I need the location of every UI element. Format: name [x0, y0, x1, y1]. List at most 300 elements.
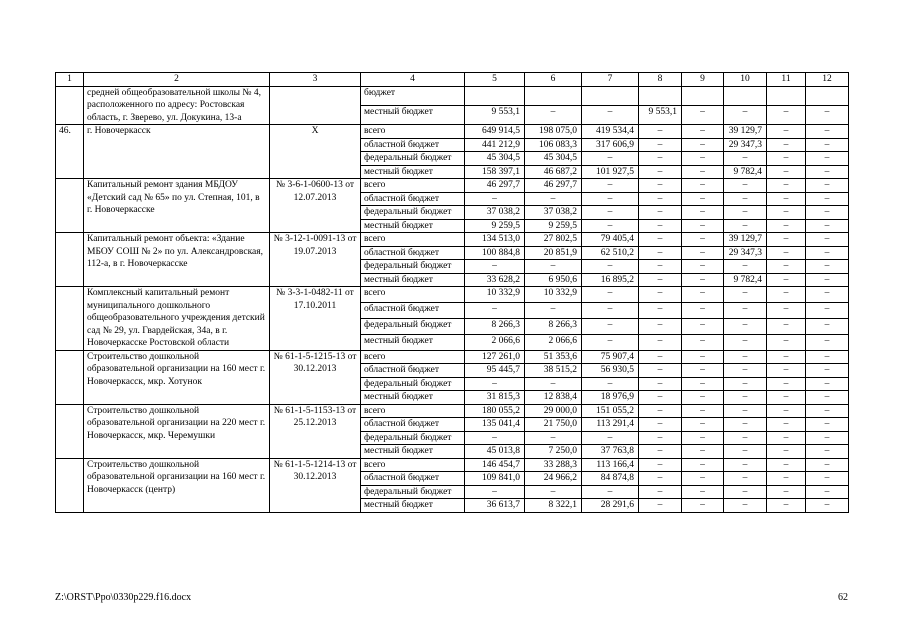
amount-cell: 2 066,6 — [525, 334, 582, 350]
column-header: 11 — [767, 73, 806, 87]
amount-cell: – — [806, 152, 849, 166]
amount-cell: – — [724, 472, 767, 486]
amount-cell: – — [806, 125, 849, 139]
amount-cell: – — [639, 318, 682, 334]
amount-cell: – — [767, 233, 806, 247]
amount-cell: – — [682, 179, 724, 193]
amount-cell: – — [682, 273, 724, 287]
amount-cell: – — [724, 445, 767, 459]
amount-cell: – — [806, 350, 849, 364]
amount-cell: – — [465, 302, 525, 318]
amount-cell: – — [767, 377, 806, 391]
amount-cell: – — [724, 260, 767, 274]
amount-cell: 16 895,2 — [582, 273, 639, 287]
amount-cell — [525, 86, 582, 105]
funding-source: всего — [361, 287, 465, 303]
funding-source: местный бюджет — [361, 445, 465, 459]
amount-cell: – — [724, 404, 767, 418]
amount-cell: – — [767, 192, 806, 206]
amount-cell: – — [639, 152, 682, 166]
amount-cell: – — [582, 105, 639, 124]
amount-cell: 8 322,1 — [525, 499, 582, 513]
document-number: № 61-1-5-1215-13 от 30.12.2013 — [270, 350, 361, 404]
column-header: 4 — [361, 73, 465, 87]
amount-cell: 20 851,9 — [525, 246, 582, 260]
amount-cell: 9 553,1 — [639, 105, 682, 124]
amount-cell — [724, 86, 767, 105]
amount-cell: – — [639, 192, 682, 206]
amount-cell: – — [682, 364, 724, 378]
object-name: г. Новочеркасск — [84, 125, 270, 179]
column-header: 12 — [806, 73, 849, 87]
amount-cell: – — [806, 445, 849, 459]
amount-cell — [639, 86, 682, 105]
amount-cell: – — [639, 445, 682, 459]
column-header: 10 — [724, 73, 767, 87]
amount-cell: 29 347,3 — [724, 138, 767, 152]
amount-cell: – — [639, 246, 682, 260]
amount-cell: – — [582, 334, 639, 350]
amount-cell: – — [806, 302, 849, 318]
amount-cell: – — [682, 458, 724, 472]
amount-cell: – — [806, 179, 849, 193]
funding-source: всего — [361, 179, 465, 193]
amount-cell: – — [639, 219, 682, 233]
funding-source: местный бюджет — [361, 499, 465, 513]
amount-cell: – — [767, 350, 806, 364]
amount-cell: – — [724, 105, 767, 124]
amount-cell: – — [724, 287, 767, 303]
amount-cell: 37 038,2 — [465, 206, 525, 220]
amount-cell: – — [639, 458, 682, 472]
amount-cell: – — [767, 302, 806, 318]
amount-cell: – — [682, 302, 724, 318]
table-row — [56, 404, 849, 418]
amount-cell: 441 212,9 — [465, 138, 525, 152]
row-number — [56, 86, 84, 125]
funding-source: всего — [361, 125, 465, 139]
footer-page-number: 62 — [838, 592, 848, 603]
amount-cell: – — [525, 302, 582, 318]
funding-source: всего — [361, 404, 465, 418]
funding-source: федеральный бюджет — [361, 260, 465, 274]
amount-cell: – — [767, 472, 806, 486]
amount-cell: 21 750,0 — [525, 418, 582, 432]
amount-cell: 9 553,1 — [465, 105, 525, 124]
amount-cell: – — [639, 472, 682, 486]
amount-cell: – — [724, 377, 767, 391]
amount-cell: – — [582, 260, 639, 274]
amount-cell: 45 304,5 — [465, 152, 525, 166]
amount-cell: – — [767, 318, 806, 334]
amount-cell: – — [767, 105, 806, 124]
row-number — [56, 350, 84, 404]
amount-cell — [582, 86, 639, 105]
amount-cell: – — [724, 334, 767, 350]
amount-cell: 84 874,8 — [582, 472, 639, 486]
amount-cell: – — [767, 125, 806, 139]
column-header: 8 — [639, 73, 682, 87]
funding-source: местный бюджет — [361, 273, 465, 287]
amount-cell: – — [525, 431, 582, 445]
amount-cell: – — [465, 192, 525, 206]
amount-cell: 317 606,9 — [582, 138, 639, 152]
amount-cell: – — [639, 206, 682, 220]
amount-cell: – — [582, 431, 639, 445]
amount-cell — [767, 86, 806, 105]
amount-cell: – — [682, 105, 724, 124]
funding-source: всего — [361, 458, 465, 472]
funding-source: областной бюджет — [361, 364, 465, 378]
amount-cell: – — [806, 287, 849, 303]
amount-cell: 419 534,4 — [582, 125, 639, 139]
amount-cell: 106 083,3 — [525, 138, 582, 152]
amount-cell: – — [639, 431, 682, 445]
document-number — [270, 86, 361, 125]
amount-cell: – — [767, 219, 806, 233]
amount-cell: – — [724, 179, 767, 193]
table-row — [56, 125, 849, 139]
amount-cell: 79 405,4 — [582, 233, 639, 247]
amount-cell: – — [767, 206, 806, 220]
funding-source: местный бюджет — [361, 165, 465, 179]
funding-source: всего — [361, 350, 465, 364]
amount-cell: – — [582, 192, 639, 206]
funding-source: федеральный бюджет — [361, 318, 465, 334]
amount-cell: – — [682, 350, 724, 364]
amount-cell: – — [682, 377, 724, 391]
amount-cell: – — [639, 165, 682, 179]
amount-cell: 18 976,9 — [582, 391, 639, 405]
amount-cell: – — [682, 138, 724, 152]
amount-cell: – — [806, 138, 849, 152]
amount-cell: – — [639, 138, 682, 152]
column-header: 9 — [682, 73, 724, 87]
object-name: средней общеобразовательной школы № 4, расположенного по адресу: Ростовская область, г. Зверево, ул. Докукина, 13-а — [84, 86, 270, 125]
amount-cell: – — [582, 206, 639, 220]
footer-file-path: Z:\ORST\Ppo\0330p229.f16.docx — [55, 592, 192, 603]
amount-cell: – — [806, 192, 849, 206]
amount-cell: – — [525, 485, 582, 499]
amount-cell: – — [806, 273, 849, 287]
amount-cell: – — [724, 302, 767, 318]
amount-cell: – — [806, 499, 849, 513]
amount-cell: 113 166,4 — [582, 458, 639, 472]
amount-cell: 39 129,7 — [724, 233, 767, 247]
document-number: Х — [270, 125, 361, 179]
amount-cell: – — [582, 318, 639, 334]
document-number: № 3-12-1-0091-13 от 19.07.2013 — [270, 233, 361, 287]
amount-cell: – — [806, 472, 849, 486]
amount-cell: – — [767, 499, 806, 513]
amount-cell: – — [682, 485, 724, 499]
amount-cell: – — [806, 391, 849, 405]
amount-cell: – — [767, 391, 806, 405]
amount-cell: 134 513,0 — [465, 233, 525, 247]
amount-cell: 151 055,2 — [582, 404, 639, 418]
amount-cell: – — [465, 377, 525, 391]
amount-cell: – — [639, 334, 682, 350]
amount-cell: – — [806, 105, 849, 124]
amount-cell: – — [639, 350, 682, 364]
amount-cell: – — [582, 152, 639, 166]
amount-cell: 113 291,4 — [582, 418, 639, 432]
amount-cell: 31 815,3 — [465, 391, 525, 405]
amount-cell: 95 445,7 — [465, 364, 525, 378]
amount-cell: – — [767, 260, 806, 274]
amount-cell: – — [682, 219, 724, 233]
funding-source: федеральный бюджет — [361, 431, 465, 445]
funding-source: местный бюджет — [361, 219, 465, 233]
amount-cell: 28 291,6 — [582, 499, 639, 513]
amount-cell: – — [767, 431, 806, 445]
amount-cell: – — [465, 485, 525, 499]
funding-source: областной бюджет — [361, 418, 465, 432]
amount-cell: – — [767, 138, 806, 152]
amount-cell: – — [639, 273, 682, 287]
amount-cell: – — [724, 318, 767, 334]
amount-cell: – — [767, 445, 806, 459]
amount-cell: 10 332,9 — [465, 287, 525, 303]
amount-cell: – — [639, 377, 682, 391]
amount-cell — [806, 86, 849, 105]
amount-cell: – — [682, 152, 724, 166]
amount-cell: – — [639, 233, 682, 247]
amount-cell: 135 041,4 — [465, 418, 525, 432]
amount-cell: – — [806, 260, 849, 274]
amount-cell: – — [767, 179, 806, 193]
amount-cell: – — [639, 499, 682, 513]
amount-cell: – — [525, 377, 582, 391]
amount-cell: 39 129,7 — [724, 125, 767, 139]
amount-cell: – — [682, 334, 724, 350]
amount-cell: – — [682, 125, 724, 139]
amount-cell: – — [806, 206, 849, 220]
amount-cell: 109 841,0 — [465, 472, 525, 486]
amount-cell: – — [806, 377, 849, 391]
amount-cell: – — [682, 391, 724, 405]
amount-cell: – — [525, 192, 582, 206]
amount-cell: 7 250,0 — [525, 445, 582, 459]
amount-cell: – — [639, 260, 682, 274]
amount-cell: – — [582, 302, 639, 318]
amount-cell: 8 266,3 — [525, 318, 582, 334]
column-header: 6 — [525, 73, 582, 87]
document-number: № 61-1-5-1214-13 от 30.12.2013 — [270, 458, 361, 512]
amount-cell: 9 782,4 — [724, 165, 767, 179]
amount-cell: – — [582, 179, 639, 193]
document-number: № 3-6-1-0600-13 от 12.07.2013 — [270, 179, 361, 233]
amount-cell: – — [639, 404, 682, 418]
amount-cell: – — [767, 418, 806, 432]
amount-cell: 46 687,2 — [525, 165, 582, 179]
table-row — [56, 458, 849, 472]
funding-source: федеральный бюджет — [361, 206, 465, 220]
amount-cell: – — [724, 350, 767, 364]
amount-cell: – — [639, 287, 682, 303]
amount-cell: 46 297,7 — [525, 179, 582, 193]
amount-cell: – — [724, 499, 767, 513]
amount-cell: – — [806, 364, 849, 378]
object-name: Капитальный ремонт здания МБДОУ «Детский сад № 65» по ул. Степная, 101, в г. Новочеркасске — [84, 179, 270, 233]
amount-cell: – — [724, 418, 767, 432]
amount-cell: 8 266,3 — [465, 318, 525, 334]
amount-cell — [465, 86, 525, 105]
amount-cell: – — [639, 302, 682, 318]
table-row — [56, 350, 849, 364]
amount-cell: – — [806, 219, 849, 233]
amount-cell: – — [639, 485, 682, 499]
amount-cell: – — [682, 431, 724, 445]
amount-cell: – — [465, 431, 525, 445]
amount-cell: – — [639, 364, 682, 378]
amount-cell: 56 930,5 — [582, 364, 639, 378]
amount-cell: – — [682, 192, 724, 206]
amount-cell: – — [582, 219, 639, 233]
amount-cell: – — [806, 334, 849, 350]
column-header: 1 — [56, 73, 84, 87]
amount-cell: – — [724, 458, 767, 472]
amount-cell: – — [767, 364, 806, 378]
amount-cell: – — [682, 260, 724, 274]
amount-cell: 62 510,2 — [582, 246, 639, 260]
amount-cell: – — [806, 165, 849, 179]
amount-cell: – — [682, 499, 724, 513]
amount-cell: – — [767, 273, 806, 287]
table-row — [56, 86, 849, 105]
amount-cell: 46 297,7 — [465, 179, 525, 193]
amount-cell: 127 261,0 — [465, 350, 525, 364]
table-row — [56, 179, 849, 193]
column-header: 3 — [270, 73, 361, 87]
amount-cell: 33 628,2 — [465, 273, 525, 287]
object-name: Капитальный ремонт объекта: «Здание МБОУ СОШ № 2» по ул. Александровская, 112-а, в г. Новочеркасске — [84, 233, 270, 287]
amount-cell: 9 782,4 — [724, 273, 767, 287]
amount-cell: – — [724, 206, 767, 220]
amount-cell: – — [582, 287, 639, 303]
amount-cell: 2 066,6 — [465, 334, 525, 350]
document-number: № 61-1-5-1153-13 от 25.12.2013 — [270, 404, 361, 458]
amount-cell: 198 075,0 — [525, 125, 582, 139]
amount-cell: 27 802,5 — [525, 233, 582, 247]
row-number — [56, 404, 84, 458]
amount-cell: – — [582, 485, 639, 499]
funding-source: областной бюджет — [361, 472, 465, 486]
amount-cell: – — [724, 485, 767, 499]
amount-cell: 649 914,5 — [465, 125, 525, 139]
table-row — [56, 287, 849, 303]
amount-cell: – — [682, 445, 724, 459]
amount-cell: – — [525, 105, 582, 124]
row-number — [56, 458, 84, 512]
amount-cell: – — [767, 246, 806, 260]
amount-cell: – — [767, 485, 806, 499]
amount-cell: 101 927,5 — [582, 165, 639, 179]
amount-cell: – — [767, 404, 806, 418]
object-name: Строительство дошкольной образовательной организации на 220 мест г. Новочеркасск, мкр. Черемушки — [84, 404, 270, 458]
amount-cell: 45 304,5 — [525, 152, 582, 166]
budget-table — [55, 72, 849, 513]
funding-source: местный бюджет — [361, 391, 465, 405]
amount-cell: – — [724, 152, 767, 166]
amount-cell: – — [767, 165, 806, 179]
amount-cell: 29 000,0 — [525, 404, 582, 418]
amount-cell: 51 353,6 — [525, 350, 582, 364]
funding-source: местный бюджет — [361, 334, 465, 350]
amount-cell: 158 397,1 — [465, 165, 525, 179]
amount-cell: – — [639, 179, 682, 193]
row-number — [56, 179, 84, 233]
amount-cell: – — [639, 125, 682, 139]
amount-cell: – — [806, 418, 849, 432]
amount-cell: – — [806, 246, 849, 260]
amount-cell: 37 763,8 — [582, 445, 639, 459]
amount-cell: 146 454,7 — [465, 458, 525, 472]
funding-source: всего — [361, 233, 465, 247]
amount-cell: – — [682, 287, 724, 303]
row-number — [56, 233, 84, 287]
row-number: 46. — [56, 125, 84, 179]
amount-cell: – — [682, 318, 724, 334]
amount-cell: 100 884,8 — [465, 246, 525, 260]
amount-cell: – — [682, 206, 724, 220]
amount-cell: – — [767, 287, 806, 303]
funding-source: областной бюджет — [361, 192, 465, 206]
funding-source: федеральный бюджет — [361, 152, 465, 166]
amount-cell: – — [525, 260, 582, 274]
table-header-row — [56, 73, 849, 87]
funding-source: федеральный бюджет — [361, 485, 465, 499]
object-name: Строительство дошкольной образовательной организации на 160 мест г. Новочеркасск (центр) — [84, 458, 270, 512]
amount-cell: – — [682, 404, 724, 418]
funding-source: областной бюджет — [361, 138, 465, 152]
amount-cell: – — [682, 246, 724, 260]
amount-cell: 75 907,4 — [582, 350, 639, 364]
amount-cell: 37 038,2 — [525, 206, 582, 220]
amount-cell: – — [724, 192, 767, 206]
amount-cell: – — [639, 418, 682, 432]
document-number: № 3-3-1-0482-11 от 17.10.2011 — [270, 287, 361, 351]
amount-cell: – — [682, 418, 724, 432]
amount-cell: 29 347,3 — [724, 246, 767, 260]
amount-cell: 9 259,5 — [525, 219, 582, 233]
amount-cell: – — [806, 318, 849, 334]
amount-cell: – — [582, 377, 639, 391]
table-row — [56, 233, 849, 247]
amount-cell: – — [806, 233, 849, 247]
funding-source: областной бюджет — [361, 302, 465, 318]
amount-cell: 6 950,6 — [525, 273, 582, 287]
amount-cell: – — [767, 458, 806, 472]
amount-cell: 45 013,8 — [465, 445, 525, 459]
amount-cell: – — [724, 364, 767, 378]
object-name: Комплексный капитальный ремонт муниципального дошкольного общеобразовательного учреждения детский сад № 29, ул. Гвардейская, 34а, в г. Новочеркасске Ростовской области — [84, 287, 270, 351]
amount-cell: 36 613,7 — [465, 499, 525, 513]
amount-cell: – — [682, 233, 724, 247]
amount-cell: – — [806, 485, 849, 499]
amount-cell: 10 332,9 — [525, 287, 582, 303]
column-header: 7 — [582, 73, 639, 87]
object-name: Строительство дошкольной образовательной организации на 160 мест г. Новочеркасск, мкр. Хотунок — [84, 350, 270, 404]
amount-cell: – — [806, 431, 849, 445]
amount-cell: – — [767, 334, 806, 350]
funding-source: федеральный бюджет — [361, 377, 465, 391]
amount-cell: – — [682, 165, 724, 179]
amount-cell: – — [767, 152, 806, 166]
column-header: 2 — [84, 73, 270, 87]
amount-cell: – — [682, 472, 724, 486]
amount-cell: 9 259,5 — [465, 219, 525, 233]
